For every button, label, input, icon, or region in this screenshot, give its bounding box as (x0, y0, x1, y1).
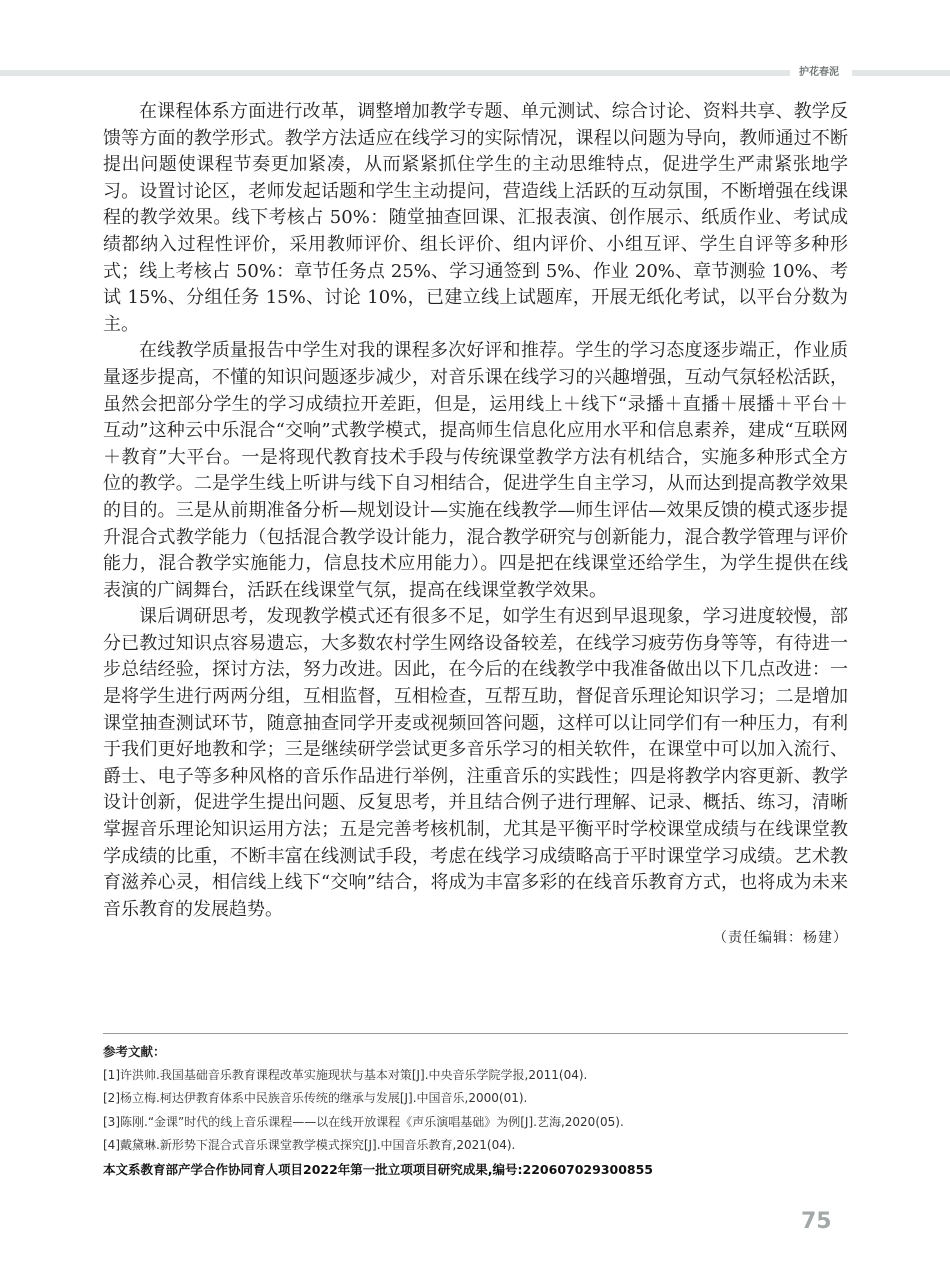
references-section (103, 1040, 848, 1181)
header-band-right (852, 70, 950, 76)
body-paragraph-3: 课后调研思考，发现教学模式还有很多不足，如学生有迟到早退现象，学习进度较慢，部分已教过知识点容易遗忘，大多数农村学生网络设备较差，在线学习疲劳伤身等等，有待进一步总结经验，探讨方法，努力改进。因此，在今后的在线教学中我准备做出以下几点改进：一是将学生进行两两分组，互相监督，互相检查，互帮互助，督促音乐理论知识学习；二是增加课堂抽查测试环节，随意抽查同学开麦或视频回答问题，这样可以让同学们有一种压力，有利于我们更好地教和学；三是继续研学尝试更多音乐学习的相关软件，在课堂中可以加入流行、爵士、电子等多种风格的音乐作品进行举例，注重音乐的实践性；四是将教学内容更新、教学设计创新，促进学生提出问题、反复思考，并且结合例子进行理解、记录、概括、练习，清晰掌握音乐理论知识运用方法；五是完善考核机制，尤其是平衡平时学校课堂成绩与在线课堂教学成绩的比重，不断丰富在线测试手段，考虑在线学习成绩略高于平时课堂学习成绩。艺术教育滋养心灵，相信线上线下“交响”结合，将成为丰富多彩的在线音乐教育方式，也将成为未来音乐教育的发展趋势。 (103, 606, 848, 920)
editor-note: （责任编辑：杨建） (713, 930, 848, 947)
body-paragraph-1: 在课程体系方面进行改革，调整增加教学专题、单元测试、综合讨论、资料共享、教学反馈等方面的教学形式。教学方法适应在线学习的实际情况，课程以问题为导向，教师通过不断提出问题使课程节奏更加紧凑，从而紧紧抓住学生的主动思维特点，促进学生严肃紧张地学习。设置讨论区，老师发起话题和学生主动提问，营造线上活跃的互动氛围，不断增强在线课程的教学效果。线下考核占 50%：随堂抽查回课、汇报表演、创作展示、纸质作业、考试成绩都纳入过程性评价，采用教师评价、组长评价、组内评价、小组互评、学生自评等多种形式；线上考核占 50%：章节任务点 25%、学习通签到 5%、作业 20%、章节测验 10%、考试 15%、分组任务 15%、讨论 10%，已建立线上试题库，开展无纸化考试，以平台分数为主。 (103, 101, 848, 335)
header-band-left (0, 70, 790, 76)
reference-item-4: [4]戴黛琳.新形势下混合式音乐课堂教学模式探究[J].中国音乐教育,2021(04). (103, 1138, 516, 1152)
reference-item-1: [1]许洪帅.我国基础音乐教育课程改革实施现状与基本对策[J].中央音乐学院学报,2011(04). (103, 1067, 588, 1082)
references-heading: 参考文献： (103, 1044, 166, 1059)
reference-item-2: [2]杨立梅.柯达伊教育体系中民族音乐传统的继承与发展[J].中国音乐,2000(01). (103, 1091, 528, 1105)
running-title: 护花春泥 (799, 67, 839, 78)
references-divider (103, 1033, 848, 1034)
funding-note: 本文系教育部产学合作协同育人项目2022年第一批立项项目研究成果,编号:220607029300855 (103, 1161, 654, 1177)
reference-item-3: [3]陈刚.“金课”时代的线上音乐课程——以在线开放课程《声乐演唱基础》为例[J].艺海,2020(05). (103, 1114, 624, 1129)
article-body (103, 99, 848, 949)
body-paragraph-2: 在线教学质量报告中学生对我的课程多次好评和推荐。学生的学习态度逐步端正，作业质量逐步提高，不懂的知识问题逐步减少，对音乐课在线学习的兴趣增强，互动气氛轻松活跃，虽然会把部分学生的学习成绩拉开差距，但是，运用线上＋线下“录播＋直播＋展播＋平台＋互动”这种云中乐混合“交响”式教学模式，提高师生信息化应用水平和信息素养，建成“互联网＋教育”大平台。一是将现代教育技术手段与传统课堂教学方法有机结合，实施多种形式全方位的教学。二是学生线上听讲与线下自习相结合，促进学生自主学习，从而达到提高教学效果的目的。三是从前期准备分析—规划设计—实施在线教学—师生评估—效果反馈的模式逐步提升混合式教学能力（包括混合教学设计能力，混合教学研究与创新能力，混合教学管理与评价能力，混合教学实施能力，信息技术应用能力）。四是把在线课堂还给学生，为学生提供在线表演的广阔舞台，活跃在线课堂气氛，提高在线课堂教学效果。 (103, 340, 848, 601)
page-number: 75 (801, 1209, 832, 1234)
